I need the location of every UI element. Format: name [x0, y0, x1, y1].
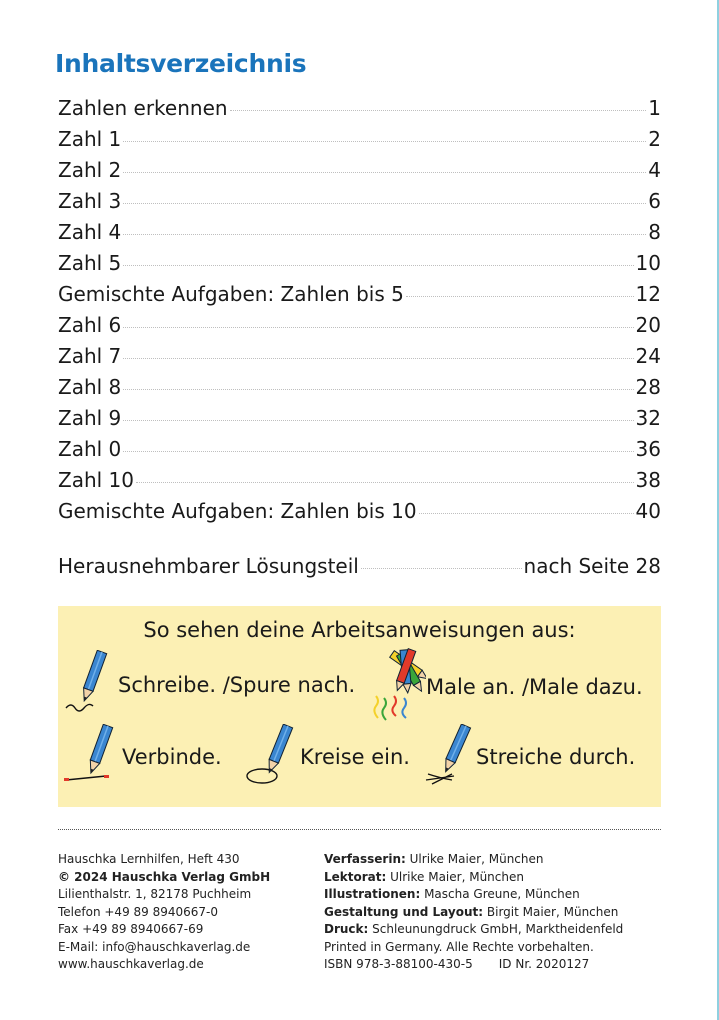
toc-entry-page: nach Seite 28: [523, 554, 661, 578]
credit-illustrations: Illustrationen: Mascha Greune, München: [324, 887, 580, 901]
dot-leader: [123, 234, 646, 235]
id-number: ID Nr. 2020127: [498, 957, 590, 971]
instructions-legend-box: [58, 606, 661, 807]
dot-leader: [361, 568, 522, 569]
toc-entry: [58, 496, 661, 527]
credit-rights: Printed in Germany. Alle Rechte vorbehalten.: [324, 939, 594, 954]
toc-entry-page: 36: [635, 437, 661, 461]
imprint-copyright: © 2024 Hauschka Verlag GmbH: [58, 869, 271, 884]
toc-entry-page: 6: [648, 189, 661, 213]
toc-entry-label: Gemischte Aufgaben: Zahlen bis 10: [58, 499, 417, 523]
instruction-circle: [246, 724, 410, 790]
instruction-label: Streiche durch.: [476, 745, 636, 769]
toc-entry-label: Zahl 9: [58, 406, 122, 430]
imprint-phone: Telefon +49 89 8940667-0: [58, 904, 219, 919]
pencil-connect-icon: [64, 724, 122, 790]
toc-entry-label: Herausnehmbarer Lösungsteil: [58, 554, 359, 578]
toc-entry-label: Zahl 8: [58, 375, 122, 399]
dot-leader: [419, 513, 634, 514]
dot-leader: [406, 296, 634, 297]
dot-leader: [123, 389, 633, 390]
instruction-label: Schreibe. /Spure nach.: [118, 673, 356, 697]
toc-entry-page: 10: [635, 251, 661, 275]
toc-entry: [58, 310, 661, 341]
table-of-contents: [58, 93, 661, 527]
toc-entry-page: 8: [648, 220, 661, 244]
toc-entry: [58, 372, 661, 403]
toc-entry-page: 32: [635, 406, 661, 430]
credit-author: Verfasserin: Ulrike Maier, München: [324, 852, 544, 866]
toc-entry: [58, 403, 661, 434]
toc-entry-label: Gemischte Aufgaben: Zahlen bis 5: [58, 282, 404, 306]
instructions-heading: So sehen deine Arbeitsanweisungen aus:: [143, 618, 576, 642]
toc-entry-page: 38: [635, 468, 661, 492]
toc-entry: [58, 248, 661, 279]
toc-entry: [58, 124, 661, 155]
dot-leader: [123, 358, 633, 359]
toc-entry-page: 24: [635, 344, 661, 368]
imprint-credits: [324, 851, 623, 974]
credit-layout: Gestaltung und Layout: Birgit Maier, München: [324, 904, 619, 919]
dot-leader: [136, 482, 634, 483]
imprint-email: E-Mail: info@hauschkaverlag.de: [58, 939, 251, 954]
toc-entry-label: Zahlen erkennen: [58, 96, 228, 120]
imprint-fax: Fax +49 89 8940667-69: [58, 922, 204, 936]
dot-leader: [123, 203, 646, 204]
dot-leader: [123, 265, 633, 266]
credit-isbn-id: [324, 956, 623, 974]
toc-entry-label: Zahl 5: [58, 251, 122, 275]
dot-leader: [123, 451, 633, 452]
divider: [58, 829, 661, 830]
instruction-color: [370, 646, 643, 728]
credit-print: Druck: Schleunungdruck GmbH, Marktheidenfeld: [324, 922, 624, 936]
instruction-label: Verbinde.: [122, 745, 222, 769]
toc-entry: [58, 217, 661, 248]
toc-entry-page: 28: [635, 375, 661, 399]
instruction-write: [64, 650, 355, 720]
toc-entry-label: Zahl 2: [58, 158, 122, 182]
instruction-label: Male an. /Male dazu.: [426, 675, 643, 699]
imprint-address: Lilienthalstr. 1, 82178 Puchheim: [58, 887, 252, 901]
toc-entry-page: 4: [648, 158, 661, 182]
isbn: ISBN 978-3-88100-430-5: [324, 957, 473, 971]
toc-entry-page: 20: [635, 313, 661, 337]
toc-entry-label: Zahl 0: [58, 437, 122, 461]
imprint-series: Hauschka Lernhilfen, Heft 430: [58, 852, 240, 866]
toc-entry-label: Zahl 3: [58, 189, 122, 213]
dot-leader: [230, 110, 647, 111]
instruction-label: Kreise ein.: [300, 745, 410, 769]
credit-editor: Lektorat: Ulrike Maier, München: [324, 869, 524, 884]
dot-leader: [123, 141, 646, 142]
toc-entry-label: Zahl 4: [58, 220, 122, 244]
toc-entry: [58, 186, 661, 217]
toc-entry-label: Zahl 6: [58, 313, 122, 337]
toc-entry-label: Zahl 10: [58, 468, 134, 492]
toc-entry-label: Zahl 7: [58, 344, 122, 368]
dot-leader: [123, 327, 633, 328]
pencil-strike-icon: [424, 724, 476, 790]
toc-entry-label: Zahl 1: [58, 127, 122, 151]
instruction-connect: [64, 724, 222, 790]
toc-entry: [58, 155, 661, 186]
colored-pencils-icon: [370, 646, 426, 728]
toc-entry: [58, 465, 661, 496]
toc-entry: [58, 93, 661, 124]
dot-leader: [123, 420, 633, 421]
toc-entry-page: 2: [648, 127, 661, 151]
toc-entry-solution: [58, 551, 661, 582]
pencil-circle-icon: [246, 724, 300, 790]
imprint-publisher: [58, 851, 270, 974]
toc-entry-page: 1: [648, 96, 661, 120]
toc-entry: [58, 341, 661, 372]
toc-entry-page: 12: [635, 282, 661, 306]
toc-entry: [58, 279, 661, 310]
toc-entry-page: 40: [635, 499, 661, 523]
instruction-strike: [424, 724, 635, 790]
pencil-write-icon: [64, 650, 118, 720]
imprint-website: www.hauschkaverlag.de: [58, 957, 204, 971]
dot-leader: [123, 172, 646, 173]
page-title: Inhaltsverzeichnis: [55, 49, 307, 78]
toc-entry: [58, 434, 661, 465]
toc-solution-entry: [58, 551, 661, 582]
